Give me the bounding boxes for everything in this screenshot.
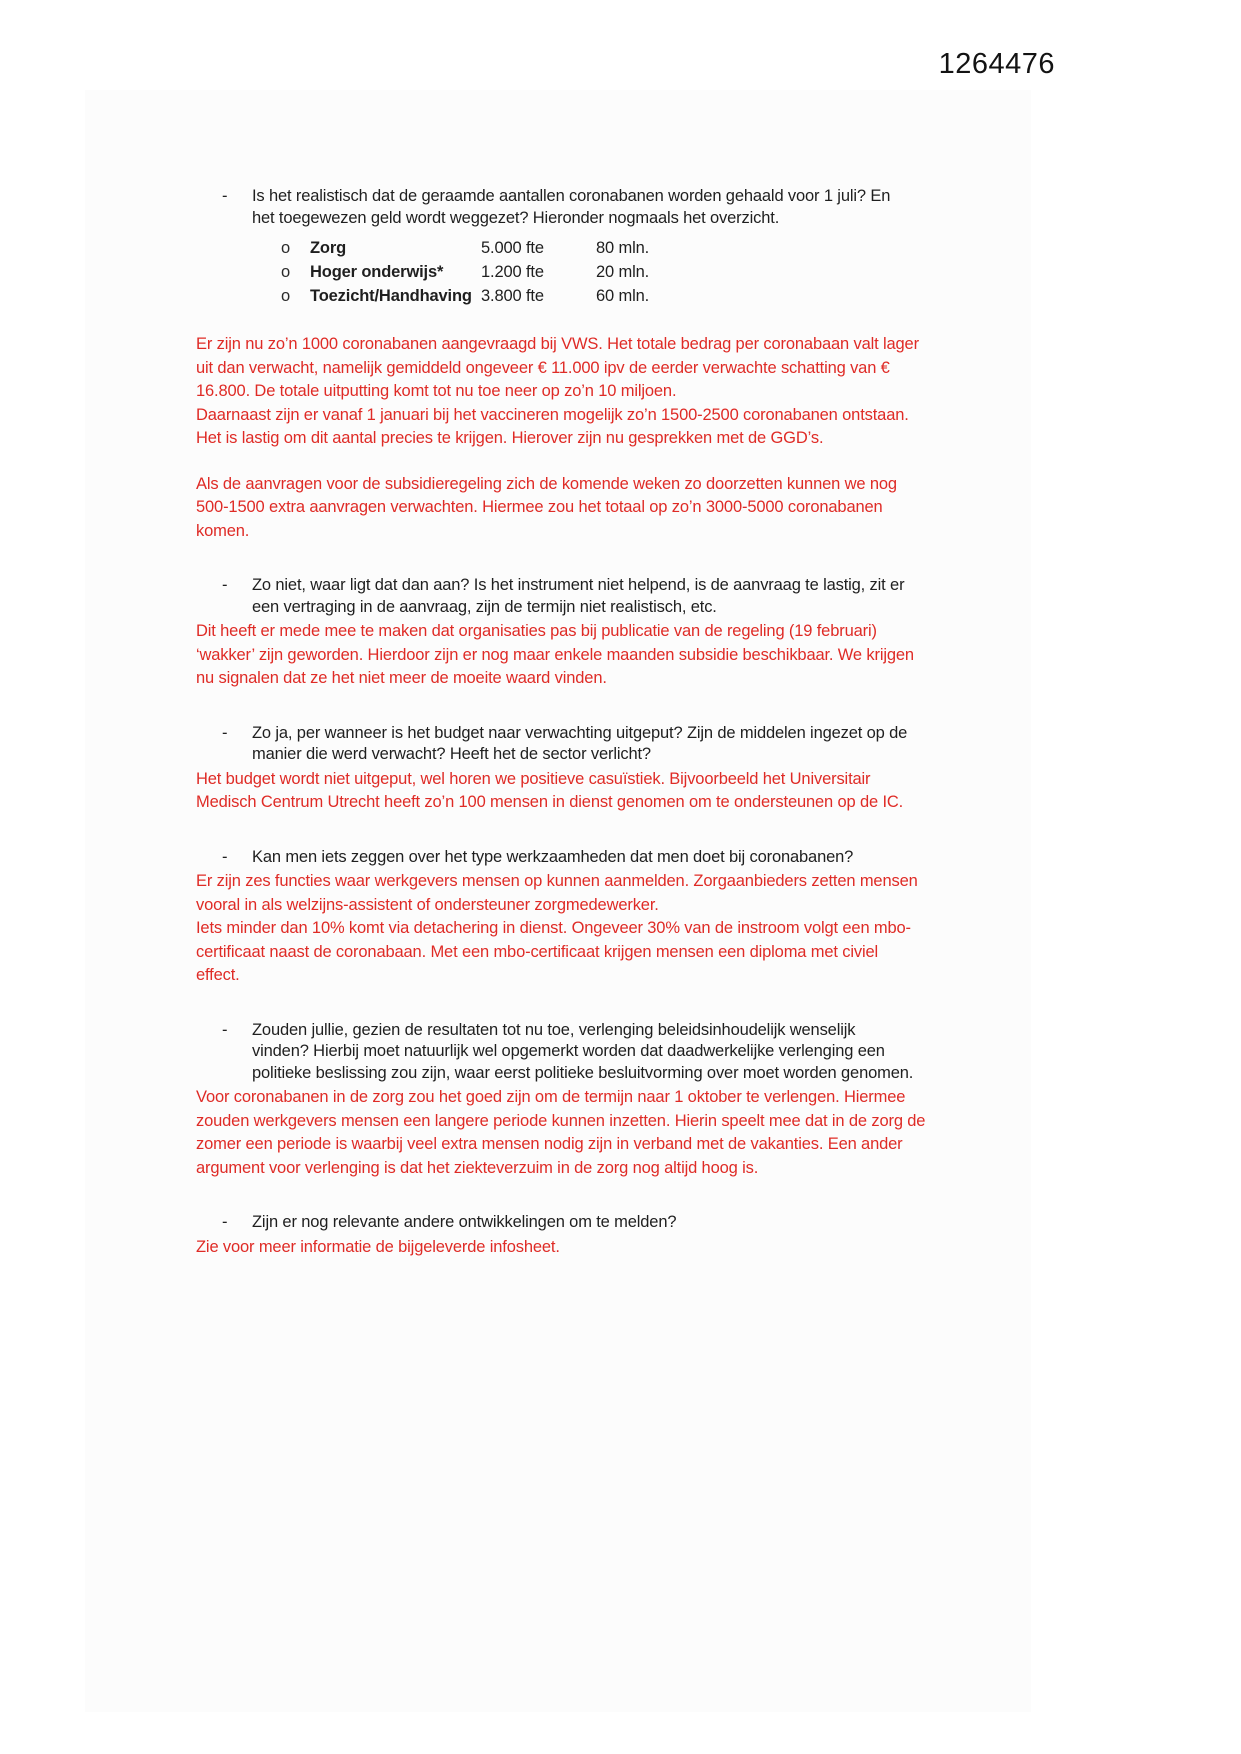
circle-bullet: o [281,263,291,281]
question-1 [196,186,926,229]
document-content [196,186,926,1259]
overview-row-zorg [196,236,926,260]
circle-bullet: o [281,287,291,305]
scanned-page [85,90,1031,1712]
question-5 [196,1020,926,1085]
answer-3: Het budget wordt niet uitgeput, wel horen we positieve casuïstiek. Bijvoorbeeld het Universitair Medisch Centrum Utrecht heeft zo’n 100 mensen in dienst genomen om te ondersteunen op de IC. [196,769,904,811]
overview-fte: 5.000 fte [481,239,544,257]
question-1-text: Is het realistisch dat de geraamde aantallen coronabanen worden gehaald voor 1 juli? En het toegewezen geld wordt weggezet? Hieronder nogmaals het overzicht. [252,187,891,227]
overview-list [196,236,926,308]
answer-1-paragraph-c: Als de aanvragen voor de subsidieregeling zich de komende weken zo doorzetten kunnen we nog 500-1500 extra aanvragen verwachten. Hiermee zou het totaal op zo’n 3000-5000 coronabanen komen. [196,474,897,540]
question-3 [196,723,926,766]
overview-label: Hoger onderwijs* [310,263,444,281]
overview-amount: 20 mln. [596,263,650,281]
answer-4-paragraph-a: Er zijn zes functies waar werkgevers mensen op kunnen aanmelden. Zorgaanbieders zetten mensen vooral in als welzijns-assistent of ondersteuner zorgmedewerker. [196,872,918,914]
question-2 [196,575,926,618]
dash-bullet: - [222,187,228,205]
question-2-text: Zo niet, waar ligt dat dan aan? Is het instrument niet helpend, is de aanvraag te lastig, zit er een vertraging in de aanvraag, zijn de termijn niet realistisch, etc. [252,576,905,616]
answer-1-paragraph-a: Er zijn nu zo’n 1000 coronabanen aangevraagd bij VWS. Het totale bedrag per coronabaan valt lager uit dan verwacht, namelijk gemiddeld ongeveer € 11.000 ipv de eerder verwachte schatting van € 16.800. De totale uitputting komt tot nu toe neer op zo’n 10 miljoen. [196,335,919,400]
answer-4-block [196,870,926,988]
answer-1-block [196,333,926,451]
overview-row-toezicht-handhaving [196,284,926,308]
question-4-text: Kan men iets zeggen over het type werkzaamheden dat men doet bij coronabanen? [252,847,854,866]
dash-bullet: - [222,847,228,866]
overview-fte: 1.200 fte [481,263,544,281]
answer-6: Zie voor meer informatie de bijgeleverde infosheet. [196,1237,560,1256]
overview-label: Zorg [310,239,347,257]
dash-bullet: - [222,1213,228,1231]
answer-4-paragraph-b: Iets minder dan 10% komt via detachering in dienst. Ongeveer 30% van de instroom volgt een mbo-certificaat naast de coronabaan. Met een mbo-certificaat krijgen mensen een diploma met civiel effect. [196,919,911,984]
question-6 [196,1212,926,1234]
overview-row-hoger-onderwijs [196,260,926,284]
overview-label: Toezicht/Handhaving [310,287,472,305]
question-3-text: Zo ja, per wanneer is het budget naar verwachting uitgeput? Zijn de middelen ingezet op de manier die werd verwacht? Heeft het de sector verlicht? [252,723,908,763]
answer-5: Voor coronabanen in de zorg zou het goed zijn om de termijn naar 1 oktober te verlengen. Hiermee zouden werkgevers mensen een langere periode kunnen inzetten. Hierin speelt mee dat in de zorg de zomer een periode is waarbij veel extra mensen nodig zijn in verband met de vakanties. Een ander argument voor verlenging is dat het ziekteverzuim in de zorg nog altijd hoog is. [196,1088,926,1177]
dash-bullet: - [222,1020,228,1039]
question-5-text: Zouden jullie, gezien de resultaten tot nu toe, verlenging beleidsinhoudelijk wenselijk vinden? Hierbij moet natuurlijk wel opgemerkt worden dat daadwerkelijke verlenging een politieke beslissing zou zijn, waar eerst politieke besluitvorming over moet worden genomen. [252,1020,914,1082]
dash-bullet: - [222,576,228,594]
overview-fte: 3.800 fte [481,287,544,305]
overview-amount: 80 mln. [596,239,650,257]
question-4 [196,847,926,869]
doc-number: 1264476 [938,48,1055,80]
question-6-text: Zijn er nog relevante andere ontwikkelingen om te melden? [252,1213,677,1231]
answer-2: Dit heeft er mede mee te maken dat organisaties pas bij publicatie van de regeling (19 februari) ‘wakker’ zijn geworden. Hierdoor zijn er nog maar enkele maanden subsidie beschikbaar. We krijgen nu signalen dat ze het niet meer de moeite waard vinden. [196,622,914,687]
answer-1-paragraph-b: Daarnaast zijn er vanaf 1 januari bij het vaccineren mogelijk zo’n 1500-2500 coronabanen ontstaan. Het is lastig om dit aantal precies te krijgen. Hierover zijn nu gesprekken met de GGD’s. [196,405,909,447]
circle-bullet: o [281,239,291,257]
dash-bullet: - [222,723,228,742]
overview-amount: 60 mln. [596,287,650,305]
